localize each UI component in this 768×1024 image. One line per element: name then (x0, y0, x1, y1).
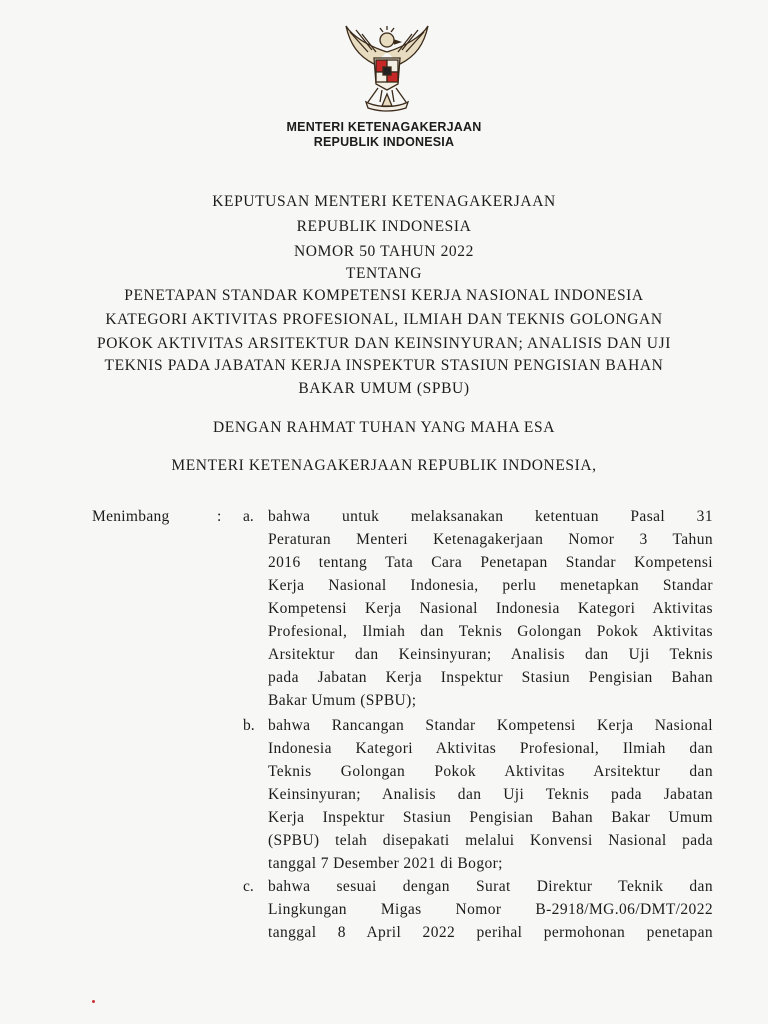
ministry-name-line2: REPUBLIK INDONESIA (313, 135, 455, 149)
decree-title-line2: REPUBLIK INDONESIA (296, 218, 472, 235)
item-letter-c: c. (243, 878, 254, 895)
decree-about: TENTANG (345, 265, 423, 282)
considerations-label: Menimbang (92, 508, 170, 525)
decree-number: NOMOR 50 TAHUN 2022 (294, 243, 474, 260)
item-a-line: Kompetensi Kerja Nasional Indonesia Kategori Aktivitas (268, 600, 713, 617)
item-a-line: Kerja Nasional Indonesia, perlu menetapkan Standar (268, 577, 713, 594)
item-b-line: tanggal 7 Desember 2021 di Bogor; (268, 855, 503, 872)
item-b-line: Keinsinyuran; Analisis dan Uji Teknis pada Jabatan (268, 786, 713, 803)
decree-subject-line: KATEGORI AKTIVITAS PROFESIONAL, ILMIAH DAN TEKNIS GOLONGAN (105, 311, 663, 328)
item-a-line: Profesional, Ilmiah dan Teknis Golongan Pokok Aktivitas (268, 623, 713, 640)
item-b-line: (SPBU) telah disepakati melalui Konvensi Nasional pada (268, 832, 713, 849)
decree-subject-line: POKOK AKTIVITAS ARSITEKTUR DAN KEINSINYURAN; ANALISIS DAN UJI (97, 335, 671, 352)
garuda-pancasila-emblem-icon (338, 22, 436, 114)
decree-subject-line: TEKNIS PADA JABATAN KERJA INSPEKTUR STASIUN PENGISIAN BAHAN (104, 357, 664, 374)
item-b-line: Kerja Inspektur Stasiun Pengisian Bahan Bakar Umum (268, 809, 713, 826)
item-letter-b: b. (243, 717, 255, 734)
decree-subject-line: BAKAR UMUM (SPBU) (298, 380, 470, 397)
item-b-line: Teknis Golongan Pokok Aktivitas Arsitektur dan (268, 763, 713, 780)
item-a-line: Peraturan Menteri Ketenagakerjaan Nomor 3 Tahun (268, 531, 713, 548)
item-c-line: bahwa sesuai dengan Surat Direktur Teknik dan (268, 878, 713, 895)
scan-speck (92, 1000, 95, 1003)
considerations-colon: : (217, 508, 222, 525)
item-a-line: pada Jabatan Kerja Inspektur Stasiun Pengisian Bahan (268, 669, 713, 686)
item-a-line: Arsitektur dan Keinsinyuran; Analisis dan Uji Teknis (268, 646, 713, 663)
item-b-line: bahwa Rancangan Standar Kompetensi Kerja Nasional (268, 717, 713, 734)
item-a-line: Bakar Umum (SPBU); (268, 692, 417, 709)
authority-line: MENTERI KETENAGAKERJAAN REPUBLIK INDONESIA, (171, 457, 597, 474)
item-letter-a: a. (243, 508, 254, 525)
item-a-line: 2016 tentang Tata Cara Penetapan Standar Kompetensi (268, 554, 713, 571)
decree-subject-line: PENETAPAN STANDAR KOMPETENSI KERJA NASIONAL INDONESIA (124, 287, 644, 304)
decree-title-line1: KEPUTUSAN MENTERI KETENAGAKERJAAN (212, 193, 556, 210)
item-c-line: tanggal 8 April 2022 perihal permohonan penetapan (268, 924, 713, 941)
blessing-line: DENGAN RAHMAT TUHAN YANG MAHA ESA (212, 419, 555, 436)
item-c-line: Lingkungan Migas Nomor B-2918/MG.06/DMT/2022 (268, 901, 713, 918)
ministry-name-line1: MENTERI KETENAGAKERJAAN (286, 120, 482, 134)
item-a-line: bahwa untuk melaksanakan ketentuan Pasal 31 (268, 508, 713, 525)
item-b-line: Indonesia Kategori Aktivitas Profesional, Ilmiah dan (268, 740, 713, 757)
